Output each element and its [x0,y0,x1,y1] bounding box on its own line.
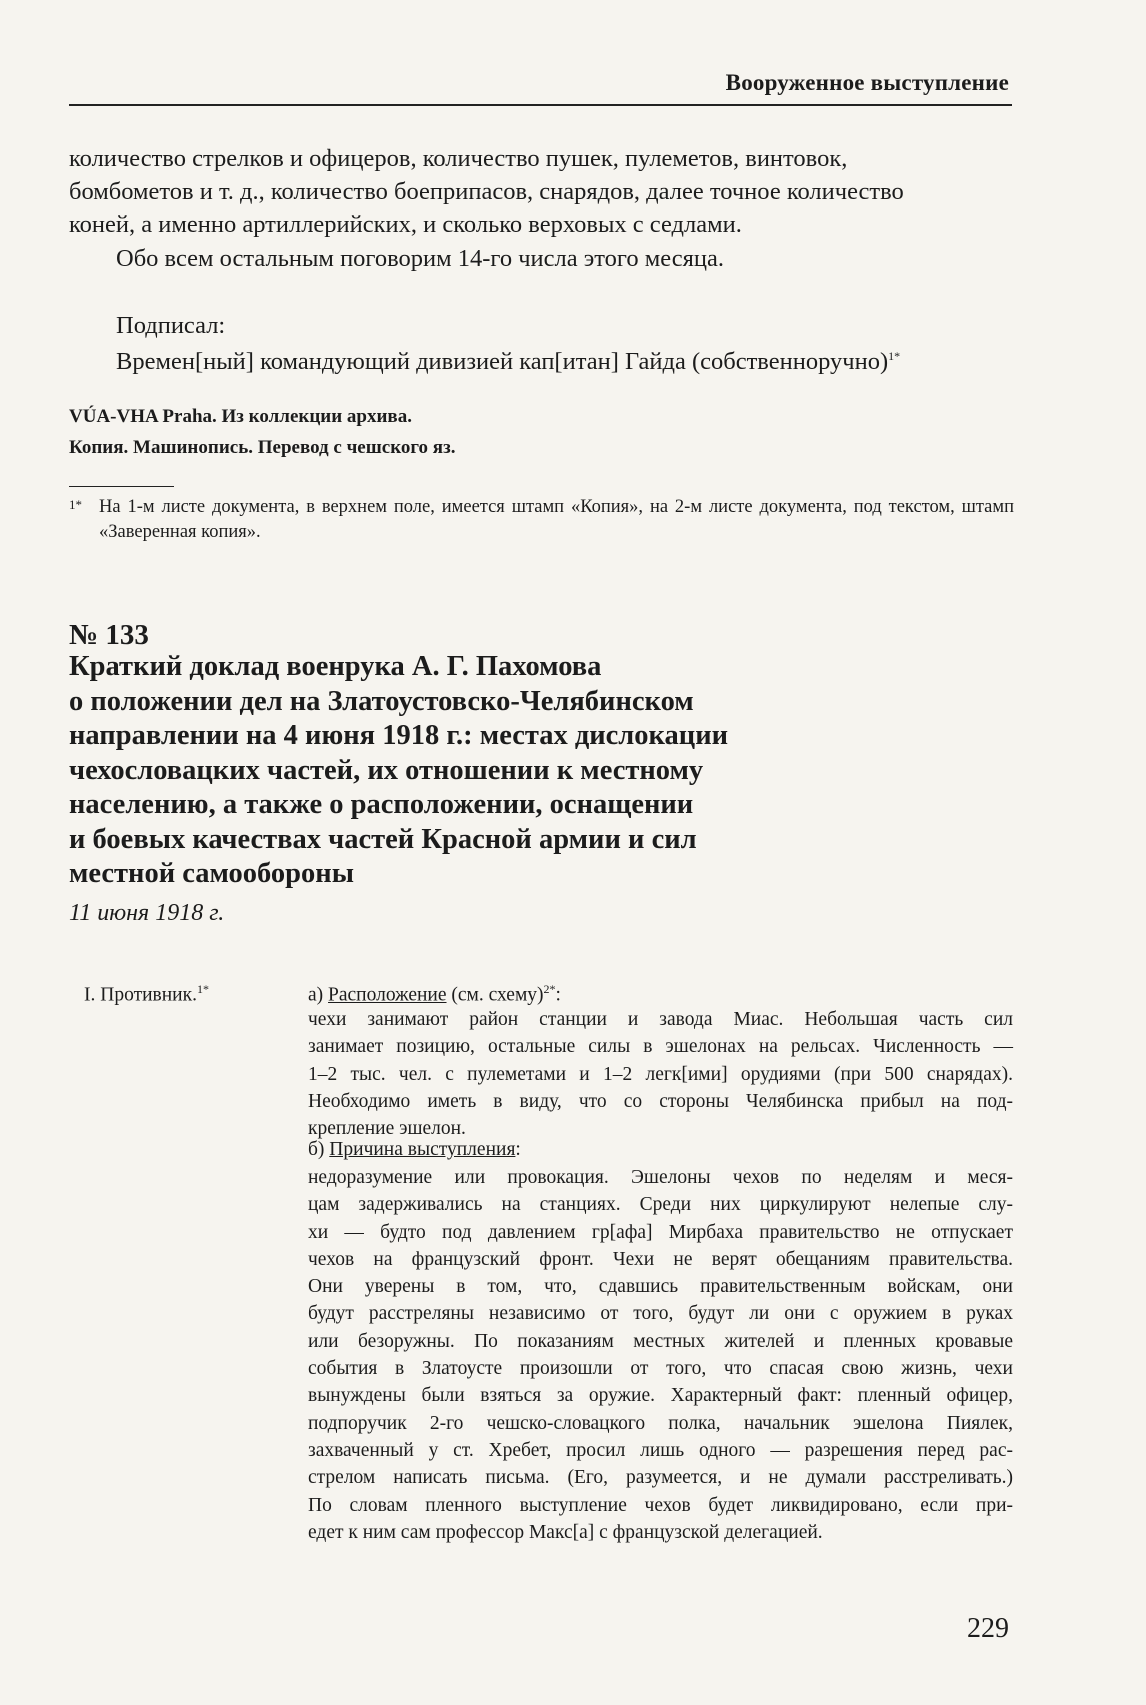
text-line: захваченный у ст. Хребет, просил лишь одного — разрешения перед рас- [308,1439,1013,1461]
document-number: № 133 [69,619,149,651]
subsection-colon: : [555,984,561,1006]
document-date: 11 июня 1918 г. [69,900,225,926]
subsection-body-cause [308,1164,1013,1546]
title-line: населению, а также о расположении, оснащении [69,789,694,820]
text-line: события в Златоусте произошли от того, что спасая свою жизнь, чехи [308,1358,1013,1380]
subsection-colon: : [515,1139,521,1160]
text-line: 1–2 тыс. чел. с пулеметами и 1–2 легк[ими] орудиями (при 500 снарядах). [308,1063,1013,1085]
text-line: чехи занимают район станции и завода Миас. Небольшая часть сил [308,1009,1013,1030]
text-line: количество стрелков и офицеров, количество пушек, пулеметов, винтовок, [69,145,848,172]
meeting-paragraph: Обо всем остальным поговорим 14-го числа этого месяца. [116,245,724,272]
text-line: цам задерживались на станциях. Среди них циркулируют нелепые слу- [308,1194,1013,1216]
title-line: направлении на 4 июня 1918 г.: местах дислокации [69,720,729,751]
text-line: занимает позицию, остальные силы в эшелонах на рельсах. Численность — [308,1036,1013,1058]
running-header: Вооруженное выступление [725,70,1009,95]
text-line: бомбометов и т. д., количество боеприпасов, снарядов, далее точное количество [69,178,904,205]
text-line: будут расстреляны независимо от того, будут ли они с оружием в руках [308,1303,1013,1325]
page-number: 229 [967,1613,1009,1644]
subsection-title: Причина выступления [329,1139,516,1160]
footnote-mark: 1* [888,349,901,363]
section-label-text: I. Противник. [84,984,197,1006]
text-line: вынуждены были взяться за оружие. Характерный факт: пленный офицер, [308,1385,1013,1407]
subsection-title: Расположение [328,984,447,1006]
footnote-text: На 1-м листе документа, в верхнем поле, имеется штамп «Копия», на 2-м листе документа, под текстом, штамп «Заверенная копия». [99,497,1014,542]
section-label [84,982,209,1007]
document-title [69,650,829,892]
subsection-body-location [308,1006,1013,1142]
text-line: стрелом написать письма. (Его, разумеется, и не думали расстреливать.) [308,1467,1013,1489]
text-line: хи — будто под давлением гр[афа] Мирбаха правительство не отпускает [308,1221,1013,1243]
footnote-rule [69,486,174,487]
text-line: недоразумение или провокация. Эшелоны чехов по неделям и меся- [308,1167,1013,1188]
footnote-marker: 1* [69,497,82,512]
text-line: Они уверены в том, что, сдавшись правительственным войскам, они [308,1276,1013,1298]
text-line: коней, а именно артиллерийских, и сколько верховых с седлами. [69,211,742,238]
text-line: подпоручик 2-го чешско-словацкого полка, начальник эшелона Пиялек, [308,1412,1013,1434]
title-line: и боевых качествах частей Красной армии и сил [69,823,697,855]
header-rule [69,104,1012,106]
subsection-prefix: а) [308,984,329,1006]
title-line: Краткий доклад военрука А. Г. Пахомова [69,651,602,682]
signer-text: Времен[ный] командующий дивизией кап[итан] Гайда (собственноручно) [116,348,889,376]
text-line: едет к ним сам профессор Макс[а] с французской делегацией. [308,1521,823,1543]
text-line: Необходимо иметь в виду, что со стороны Челябинска прибыл на под- [308,1090,1013,1112]
subsection-heading-location [308,982,561,1007]
footnote-mark: 1* [196,982,209,996]
title-line: о положении дел на Златоустовско-Челябинском [69,685,694,717]
text-line: чехов на французский фронт. Чехи не верят обещаниям правительства. [308,1248,1013,1270]
subsection-prefix: б) [308,1139,330,1160]
previous-document-continuation [69,142,1012,241]
footnote-mark: 2* [543,982,556,996]
subsection-suffix: (см. схему) [446,984,544,1006]
title-line: местной самообороны [69,858,354,889]
signed-label: Подписал: [116,312,226,339]
signer-line [69,340,1012,378]
footnote [69,495,1014,545]
title-line: чехословацких частей, их отношении к местному [69,754,704,786]
archive-source: VÚA-VHA Praha. Из коллекции архива. [69,406,412,427]
text-line: крепление эшелон. [308,1118,466,1140]
copy-note: Копия. Машинопись. Перевод с чешского яз. [69,437,456,458]
text-line: или безоружны. По показаниям местных жителей и пленных кровавые [308,1330,1013,1352]
subsection-heading-cause [308,1139,521,1161]
text-line: По словам пленного выступление чехов будет ликвидировано, если при- [308,1494,1013,1516]
